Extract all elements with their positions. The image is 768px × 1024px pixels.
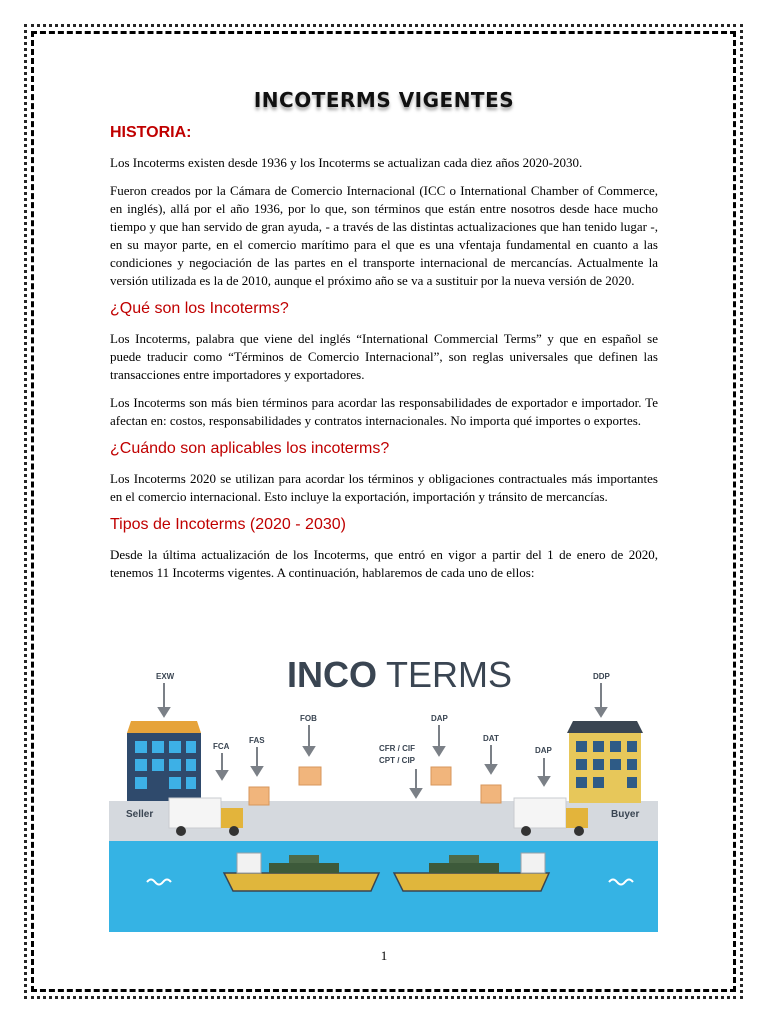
label-exw: EXW	[156, 672, 175, 681]
seller-building	[127, 721, 201, 801]
label-dap-1: DAP	[431, 714, 448, 723]
paragraph: Los Incoterms son más bien términos para acordar las responsabilidades de exportador e importador. Te afectan en: costos, responsabilidades y contratos internacionales. No importa qué importes o exportes.	[110, 395, 658, 428]
logo-inco: INCO	[287, 655, 377, 695]
label-dat: DAT	[483, 734, 499, 743]
arrows	[159, 683, 606, 797]
sea	[109, 841, 658, 932]
section-heading-historia: HISTORIA:	[110, 124, 192, 141]
label-ddp: DDP	[593, 672, 610, 681]
document-title: INCOTERMS VIGENTES	[253, 88, 515, 112]
label-cpt-cip: CPT / CIP	[379, 756, 416, 765]
paragraph: Los Incoterms 2020 se utilizan para acordar los términos y obligaciones contractuales más importantes en el comercio internacional. Esto incluye la exportación, importación y tránsito de mercancías.	[110, 471, 658, 504]
label-fas: FAS	[249, 736, 265, 745]
label-dap-2: DAP	[535, 746, 552, 755]
cargo-boxes	[249, 767, 501, 805]
section-heading-cuando: ¿Cuándo son aplicables los incoterms?	[110, 440, 390, 457]
paragraph: Desde la última actualización de los Incoterms, que entró en vigor a partir del 1 de enero de 2020, tenemos 11 Incoterms vigentes. A continuación, hablaremos de cada uno de ellos:	[110, 547, 658, 580]
document-body	[110, 88, 658, 592]
paragraph: Los Incoterms, palabra que viene del inglés “International Commercial Terms” y que en español se puede traducir como “Términos de Comercio Internacional”, son reglas universales que definen las transacciones entre importadores y exportadores.	[110, 331, 658, 382]
paragraph: Fueron creados por la Cámara de Comercio Internacional (ICC o International Chamber of Commerce, en inglés), allá por el año 1936, por lo que, son términos que están entre nosotros desde hace mucho tiempo y que han servido de gran ayuda, - a través de las distintas actualizaciones que han tenido lugar -, en su mayor parte, en el comercio marítimo para el que es una vfentaja fundamental en cuanto a las condiciones y negociación de las partes en el transporte internacional de mercancías. Actualmente la versión utilizada es la de 2010, aunque el próximo año se va a sustituir por la nueva versión de 2020.	[110, 183, 658, 288]
label-fob: FOB	[300, 714, 317, 723]
section-heading-tipos: Tipos de Incoterms (2020 - 2030)	[110, 516, 346, 533]
label-cfr-cif: CFR / CIF	[379, 744, 415, 753]
page-number: 1	[380, 948, 388, 963]
paragraph: Los Incoterms existen desde 1936 y los Incoterms se actualizan cada diez años 2020-2030.	[110, 155, 583, 170]
label-buyer: Buyer	[611, 809, 640, 820]
logo-terms: TERMS	[386, 655, 512, 695]
label-seller: Seller	[126, 809, 154, 820]
buyer-building	[567, 721, 643, 803]
section-heading-que-son: ¿Qué son los Incoterms?	[110, 300, 289, 317]
incoterms-illustration	[109, 655, 658, 932]
label-fca: FCA	[213, 742, 230, 751]
